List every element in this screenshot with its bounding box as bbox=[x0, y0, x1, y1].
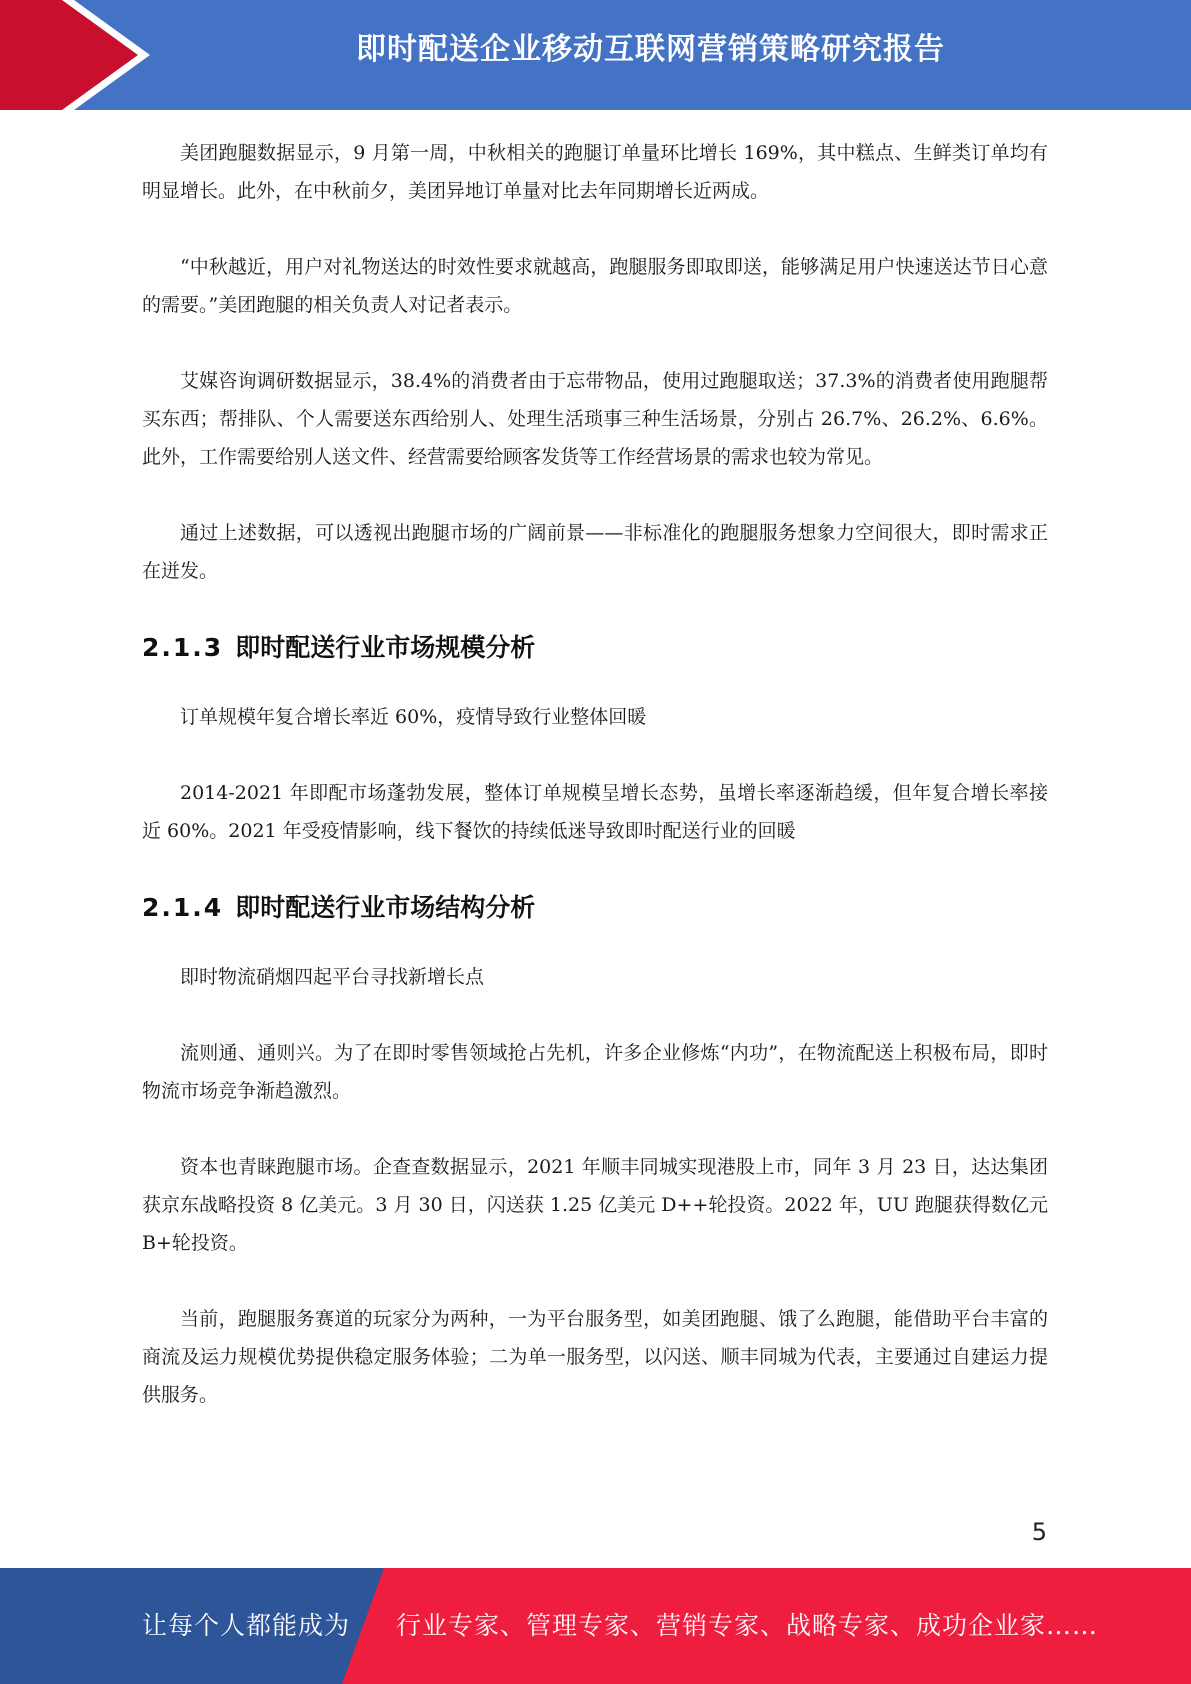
body-paragraph: “中秋越近，用户对礼物送达的时效性要求就越高，跑腿服务即取即送，能够满足用户快速送达节日心意的需要。”美团跑腿的相关负责人对记者表示。 bbox=[142, 256, 1048, 316]
section-heading-2-1-4 bbox=[142, 888, 1048, 928]
footer-slogan-right: 行业专家、管理专家、营销专家、战略专家、成功企业家…… bbox=[396, 1611, 1099, 1640]
footer-slogan-left: 让每个人都能成为 bbox=[142, 1611, 351, 1640]
page-number: 5 bbox=[1031, 1518, 1047, 1546]
header-chevron-decoration bbox=[0, 0, 160, 110]
section-heading-2-1-3 bbox=[142, 628, 1048, 668]
body-paragraph: 即时物流硝烟四起平台寻找新增长点 bbox=[180, 966, 485, 988]
body-paragraph: 订单规模年复合增长率近 60%，疫情导致行业整体回暖 bbox=[180, 706, 647, 728]
page-header-banner bbox=[0, 0, 1191, 110]
page-footer-banner bbox=[0, 1568, 1191, 1684]
section-number: 2.1.4 bbox=[142, 893, 224, 922]
section-number: 2.1.3 bbox=[142, 633, 224, 662]
body-paragraph: 当前，跑腿服务赛道的玩家分为两种，一为平台服务型，如美团跑腿、饿了么跑腿，能借助平台丰富的商流及运力规模优势提供稳定服务体验；二为单一服务型，以闪送、顺丰同城为代表，主要通过自建运力提供服务。 bbox=[142, 1308, 1048, 1406]
body-paragraph: 2014-2021 年即配市场蓬勃发展，整体订单规模呈增长态势，虽增长率逐渐趋缓，但年复合增长率接近 60%。2021 年受疫情影响，线下餐饮的持续低迷导致即时配送行业的回暖 bbox=[142, 782, 1048, 842]
body-paragraph: 流则通、通则兴。为了在即时零售领域抢占先机，许多企业修炼“内功”，在物流配送上积极布局，即时物流市场竞争渐趋激烈。 bbox=[142, 1042, 1048, 1102]
body-paragraph: 资本也青睐跑腿市场。企查查数据显示，2021 年顺丰同城实现港股上市，同年 3 月 23 日，达达集团获京东战略投资 8 亿美元。3 月 30 日，闪送获 1.25 亿美元 D++轮投资。2022 年，UU 跑腿获得数亿元 B+轮投资。 bbox=[142, 1156, 1048, 1254]
body-paragraph: 通过上述数据，可以透视出跑腿市场的广阔前景——非标准化的跑腿服务想象力空间很大，即时需求正在迸发。 bbox=[142, 522, 1048, 582]
report-title: 即时配送企业移动互联网营销策略研究报告 bbox=[356, 32, 945, 67]
page-content bbox=[142, 134, 1048, 1452]
section-title: 即时配送行业市场结构分析 bbox=[235, 893, 536, 922]
section-title: 即时配送行业市场规模分析 bbox=[235, 633, 536, 662]
body-paragraph: 艾媒咨询调研数据显示，38.4%的消费者由于忘带物品，使用过跑腿取送；37.3%的消费者使用跑腿帮买东西；帮排队、个人需要送东西给别人、处理生活琐事三种生活场景，分别占 26.7%、26.2%、6.6%。此外，工作需要给别人送文件、经营需要给顾客发货等工作经营场景的需求也较为常见。 bbox=[142, 370, 1048, 468]
body-paragraph: 美团跑腿数据显示，9 月第一周，中秋相关的跑腿订单量环比增长 169%，其中糕点、生鲜类订单均有明显增长。此外，在中秋前夕，美团异地订单量对比去年同期增长近两成。 bbox=[142, 142, 1048, 202]
